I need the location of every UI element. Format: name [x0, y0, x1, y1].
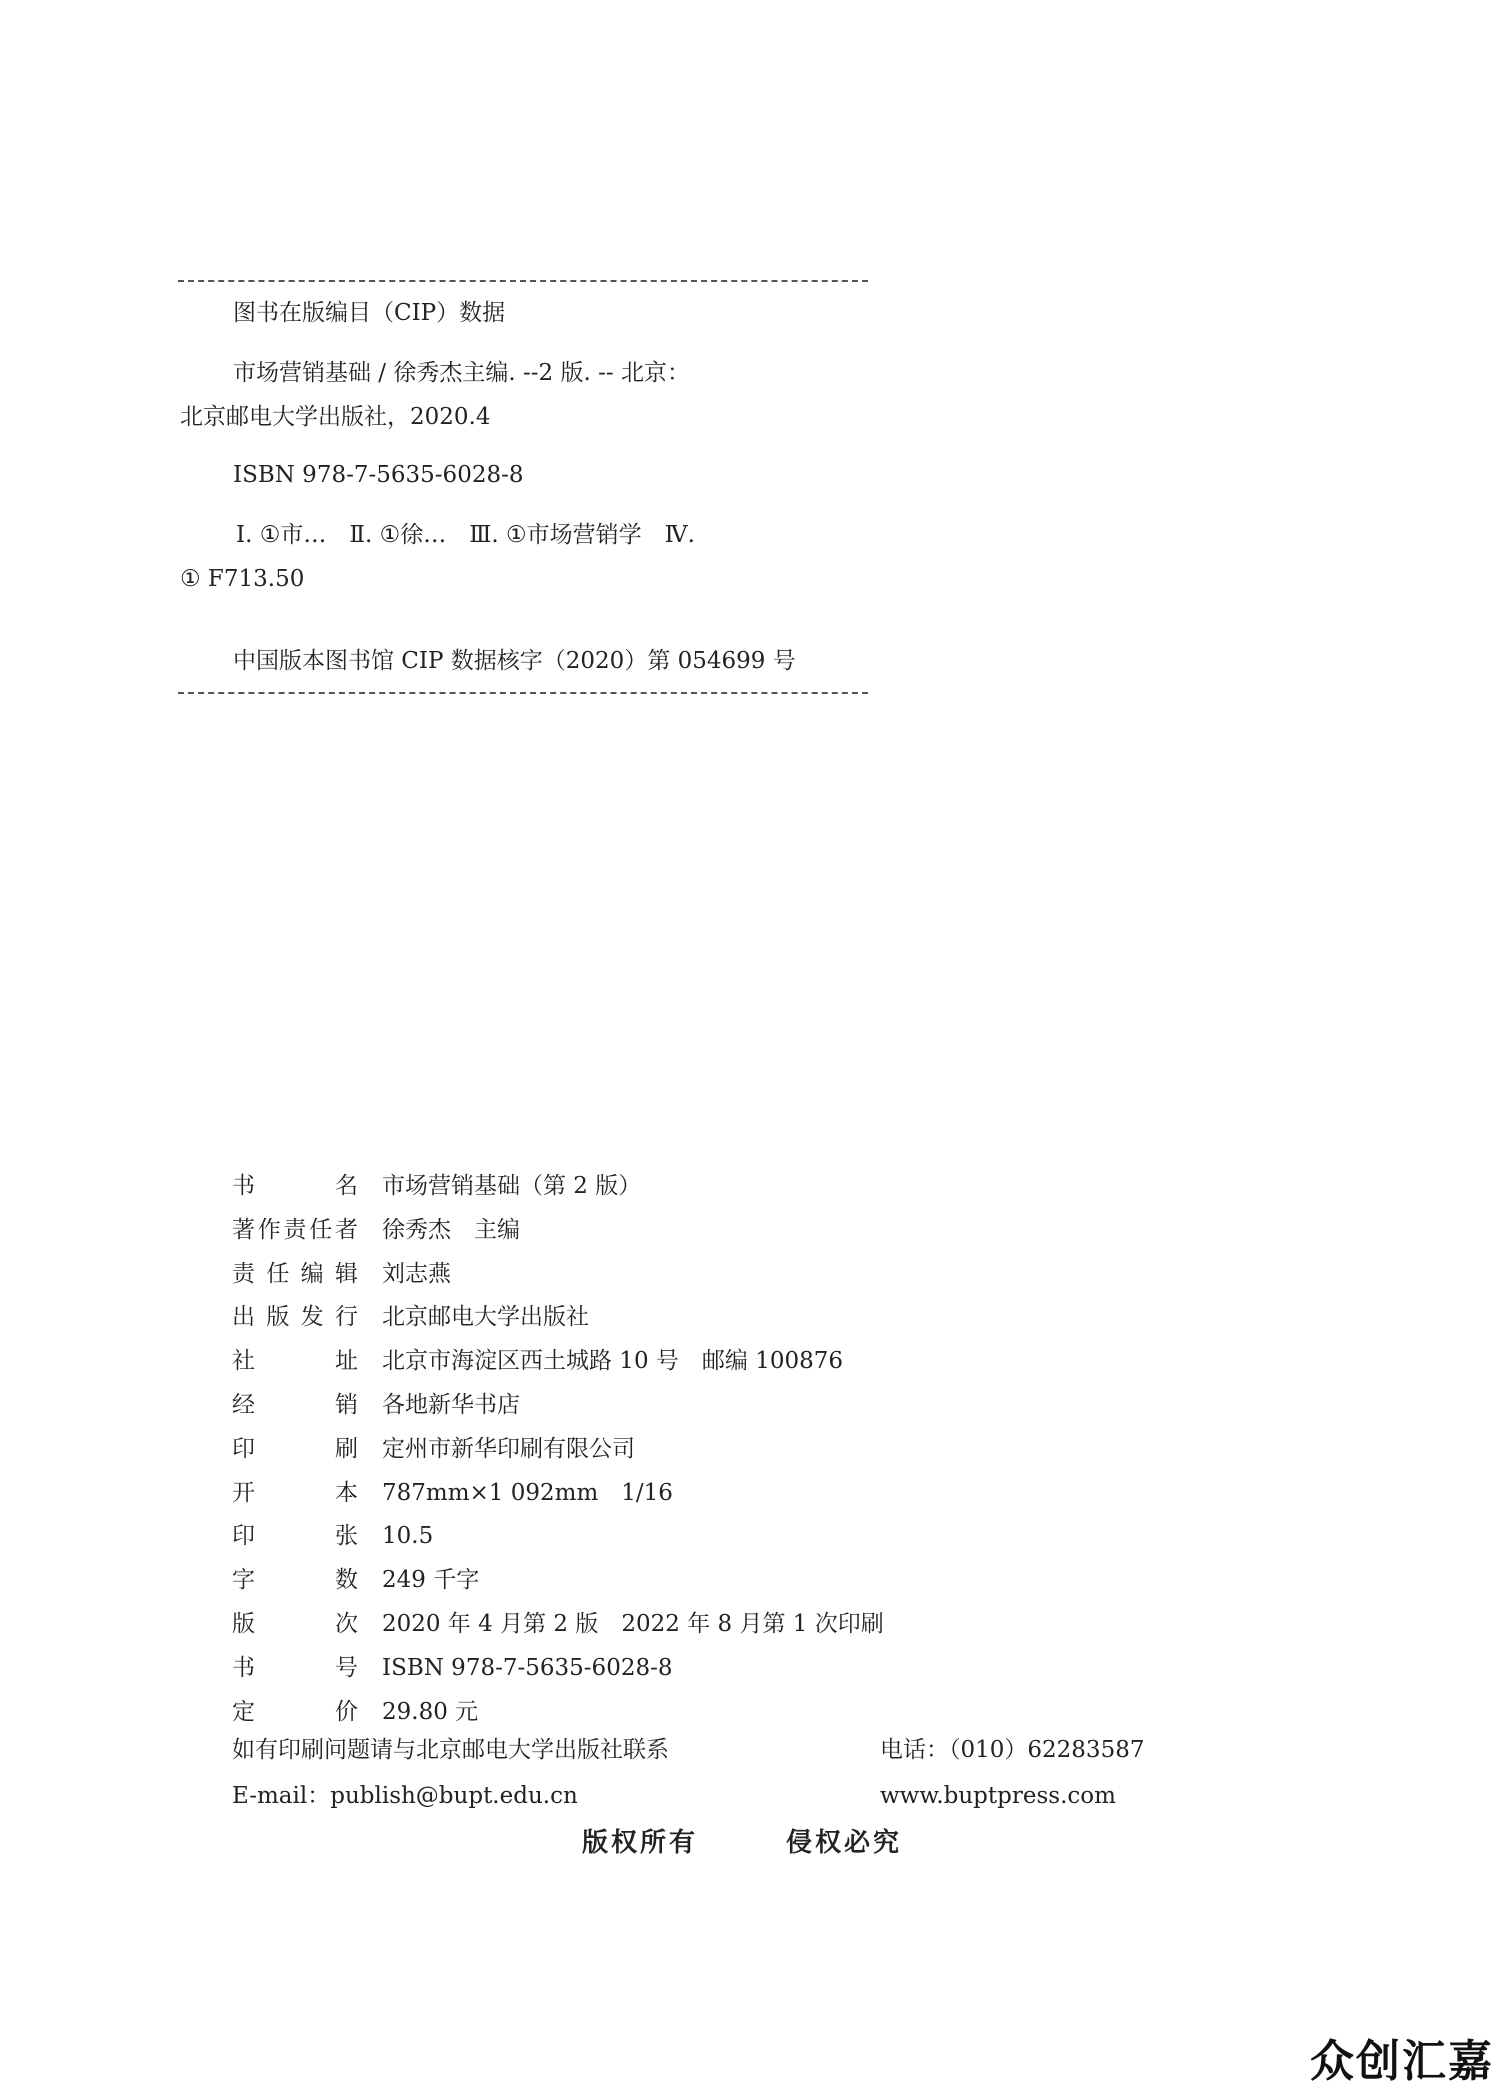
colophon-value: 定州市新华印刷有限公司 [382, 1435, 635, 1462]
colophon-label-char: 张 [335, 1523, 358, 1550]
cip-bottom-divider [178, 692, 868, 694]
colophon-label-char: 出 [232, 1304, 255, 1331]
colophon-label-char: 刷 [335, 1435, 358, 1462]
colophon-label-char: 任 [309, 1216, 333, 1243]
cip-title-line: 市场营销基础 / 徐秀杰主编. --2 版. -- 北京： [233, 360, 690, 386]
cip-top-divider [178, 280, 868, 282]
cip-classification-2: ① F713.50 [180, 566, 305, 592]
colophon-label-char: 数 [335, 1567, 358, 1594]
colophon-label [232, 1560, 358, 1600]
colophon-label-char: 次 [335, 1611, 358, 1637]
print-issue-note: 如有印刷问题请与北京邮电大学出版社联系 [232, 1737, 669, 1763]
copyright-notice: 版权所有 [582, 1828, 699, 1858]
colophon-label-char: 版 [232, 1611, 255, 1637]
colophon-value: 29.80 元 [382, 1698, 479, 1725]
publisher-email: E-mail：publish@bupt.edu.cn [232, 1783, 578, 1809]
colophon-label-char: 行 [334, 1304, 358, 1331]
colophon-value: 2020 年 4 月第 2 版 2022 年 8 月第 1 次印刷 [382, 1611, 884, 1637]
colophon-label-char: 责 [283, 1216, 307, 1243]
colophon-label [232, 1516, 358, 1556]
colophon-value: 刘志燕 [382, 1260, 451, 1287]
colophon-label-char: 作 [257, 1216, 281, 1243]
colophon-label-char: 发 [300, 1304, 324, 1331]
colophon-label-char: 开 [232, 1479, 255, 1506]
colophon-label-char: 销 [335, 1392, 358, 1418]
colophon-label-char: 本 [335, 1479, 358, 1506]
cip-isbn: ISBN 978-7-5635-6028-8 [233, 462, 524, 488]
cip-record-number: 中国版本图书馆 CIP 数据核字（2020）第 054699 号 [233, 648, 796, 674]
colophon-label-char: 版 [266, 1304, 290, 1331]
colophon-value: 249 千字 [382, 1567, 480, 1594]
colophon-label-char: 书 [232, 1654, 255, 1681]
colophon-label-char: 经 [232, 1392, 255, 1418]
colophon-label-char: 责 [232, 1260, 255, 1287]
publisher-phone: 电话：（010）62283587 [880, 1737, 1145, 1763]
colophon-label-char: 者 [335, 1216, 358, 1243]
cip-publisher-line: 北京邮电大学出版社，2020.4 [180, 404, 491, 430]
colophon-label [232, 1210, 358, 1250]
colophon-label [232, 1692, 358, 1732]
colophon-label [232, 1604, 358, 1644]
colophon-label [232, 1341, 358, 1381]
colophon-label [232, 1385, 358, 1425]
colophon-label-char: 任 [266, 1260, 290, 1287]
colophon-label [232, 1429, 358, 1469]
colophon-label-char: 辑 [334, 1260, 358, 1287]
colophon-value: 10.5 [382, 1523, 434, 1550]
colophon-label [232, 1254, 358, 1294]
colophon-label-char: 字 [232, 1567, 255, 1594]
colophon-label-char: 号 [335, 1654, 358, 1681]
cip-data-block [178, 276, 868, 698]
publisher-website: www.buptpress.com [880, 1783, 1116, 1809]
colophon-value: 北京市海淀区西土城路 10 号 邮编 100876 [382, 1348, 843, 1375]
watermark-logo: 众创汇嘉 [1310, 2036, 1494, 2087]
colophon-label [232, 1297, 358, 1337]
cip-heading: 图书在版编目（CIP）数据 [233, 300, 506, 326]
colophon-value: ISBN 978-7-5635-6028-8 [382, 1654, 673, 1681]
colophon-label-char: 定 [232, 1698, 255, 1725]
colophon-label [232, 1648, 358, 1688]
colophon-label-char: 书 [232, 1173, 255, 1199]
cip-classification-1: Ⅰ. ①市… Ⅱ. ①徐… Ⅲ. ①市场营销学 Ⅳ. [236, 522, 695, 548]
colophon-value: 徐秀杰 主编 [382, 1216, 520, 1243]
colophon-label [232, 1473, 358, 1513]
colophon-value: 各地新华书店 [382, 1392, 520, 1418]
colophon-label-char: 编 [300, 1260, 324, 1287]
colophon-value: 787mm×1 092mm 1/16 [382, 1479, 673, 1506]
colophon-label-char: 社 [232, 1348, 255, 1375]
colophon-label-char: 价 [335, 1698, 358, 1725]
colophon-label-char: 印 [232, 1523, 255, 1550]
colophon-value: 市场营销基础（第 2 版） [382, 1173, 642, 1199]
colophon-label-char: 印 [232, 1435, 255, 1462]
infringement-notice: 侵权必究 [786, 1828, 903, 1858]
colophon-value: 北京邮电大学出版社 [382, 1304, 589, 1331]
colophon-label-char: 址 [335, 1348, 358, 1375]
colophon-label-char: 名 [335, 1173, 358, 1199]
colophon-label-char: 著 [232, 1216, 255, 1243]
colophon-label [232, 1166, 358, 1206]
